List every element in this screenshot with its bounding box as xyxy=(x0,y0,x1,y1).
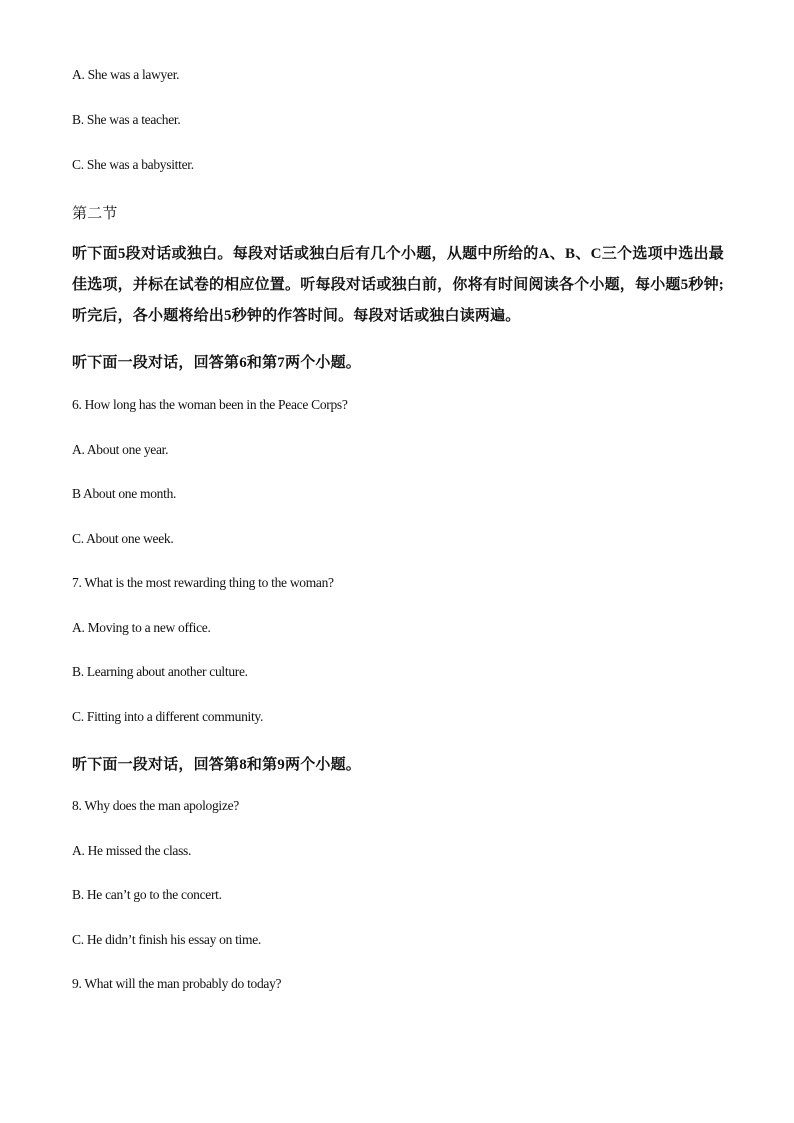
q8-option-a: A. He missed the class. xyxy=(72,843,192,858)
question-8: 8. Why does the man apologize? xyxy=(72,798,239,813)
section-instructions: 听下面5段对话或独白。每段对话或独白后有几个小题，从题中所给的A、B、C三个选项中选出最佳选项，并标在试卷的相应位置。听每段对话或独白前，你将有时间阅读各个小题，每小题5秒钟;听完后，各小题将给出5秒钟的作答时间。每段对话或独白读两遍。 xyxy=(72,246,724,324)
q7-option-a: A. Moving to a new office. xyxy=(72,620,211,635)
section-heading: 第二节 xyxy=(72,206,118,222)
question-6: 6. How long has the woman been in the Peace Corps? xyxy=(72,397,348,412)
q8-option-c: C. He didn’t finish his essay on time. xyxy=(72,932,261,947)
q7-option-b: B. Learning about another culture. xyxy=(72,664,248,679)
question-9: 9. What will the man probably do today? xyxy=(72,976,282,991)
option-a-lawyer: A. She was a lawyer. xyxy=(72,67,180,82)
question-7: 7. What is the most rewarding thing to the woman? xyxy=(72,575,334,590)
group-prompt-q6-q7: 听下面一段对话，回答第6和第7两个小题。 xyxy=(72,355,362,371)
group-prompt-q8-q9: 听下面一段对话，回答第8和第9两个小题。 xyxy=(72,757,362,773)
q8-option-b: B. He can’t go to the concert. xyxy=(72,887,222,902)
option-c-babysitter: C. She was a babysitter. xyxy=(72,157,194,172)
option-b-teacher: B. She was a teacher. xyxy=(72,112,181,127)
q6-option-c: C. About one week. xyxy=(72,531,174,546)
q6-option-a: A. About one year. xyxy=(72,442,169,457)
q6-option-b: B About one month. xyxy=(72,486,177,501)
q7-option-c: C. Fitting into a different community. xyxy=(72,709,264,724)
